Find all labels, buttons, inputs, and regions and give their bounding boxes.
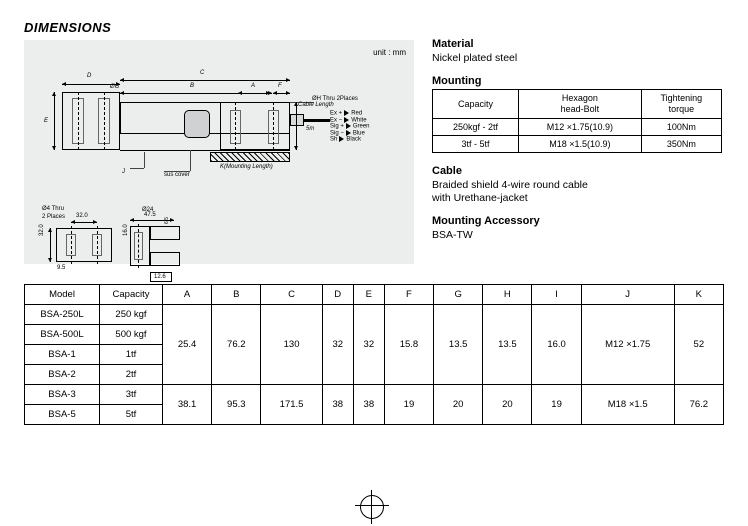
cable-line-2: with Urethane-jacket — [432, 192, 528, 204]
label-E: E — [44, 118, 49, 124]
label-cable-5m: 5m — [306, 126, 315, 132]
th-capacity: Capacity — [100, 285, 163, 305]
th-F: F — [384, 285, 433, 305]
label-sus-cover: sus cover — [164, 172, 190, 178]
th-B: B — [212, 285, 261, 305]
mt-header-bolt — [519, 90, 642, 119]
label-32-0-top: 32.0 — [76, 213, 88, 219]
th-model: Model — [25, 285, 100, 305]
mt-header-torque-l1: Tightening — [660, 93, 703, 103]
wire-color-0: Red — [351, 110, 363, 117]
wire-legend — [330, 110, 370, 143]
label-C: C — [200, 70, 205, 76]
g1-C: 130 — [261, 305, 322, 385]
leader-J-v — [144, 152, 145, 168]
specs-column — [432, 38, 724, 252]
g1-G: 13.5 — [434, 305, 483, 385]
label-32-0-left: 32.0 — [39, 224, 45, 236]
model-4: BSA-3 — [25, 385, 100, 405]
dim-F — [273, 93, 290, 94]
g1-D: 32 — [322, 305, 353, 385]
leader-sus-v — [190, 150, 191, 171]
wire-sig-1: Ex − — [330, 117, 343, 124]
centerline-a — [78, 92, 79, 150]
arrow-icon — [346, 123, 351, 129]
leader-J-h — [130, 168, 144, 169]
label-2places: 2 Places — [42, 214, 66, 220]
label-12-6: 12.6 — [154, 274, 166, 280]
centerline-c — [235, 102, 236, 150]
label-phi4: Ø4 Thru — [42, 206, 64, 212]
g2-E: 38 — [353, 385, 384, 425]
table-row — [433, 119, 722, 136]
mt-header-bolt-l1: Hexagon — [561, 93, 598, 103]
label-A: A — [251, 83, 256, 89]
th-D: D — [322, 285, 353, 305]
g2-D: 38 — [322, 385, 353, 425]
mounting-length-hatch — [210, 152, 290, 162]
g1-B: 76.2 — [212, 305, 261, 385]
strain-gauge-cover — [184, 110, 210, 138]
g2-J: M18 ×1.5 — [581, 385, 674, 425]
dim-E — [54, 92, 55, 150]
mt-header-capacity: Capacity — [433, 90, 519, 119]
material-heading: Material — [432, 38, 474, 50]
wire-sig-3: Sig − — [330, 130, 344, 137]
arrow-icon — [344, 110, 349, 116]
cable-gland — [290, 114, 304, 126]
mt-header-torque — [641, 90, 721, 119]
g2-C: 171.5 — [261, 385, 322, 425]
dim-A — [238, 93, 272, 94]
g2-I: 19 — [532, 385, 581, 425]
g2-G: 20 — [434, 385, 483, 425]
th-I: I — [532, 285, 581, 305]
g2-K: 76.2 — [674, 385, 723, 425]
g1-I: 16.0 — [532, 305, 581, 385]
table-row — [25, 385, 724, 405]
g1-A: 25.4 — [163, 305, 212, 385]
label-K: K(Mounting Length) — [220, 164, 273, 170]
wire-sig-4: Sh — [330, 136, 338, 143]
mt-capacity-0: 250kgf - 2tf — [433, 119, 519, 136]
accessory-cl-a — [71, 226, 72, 264]
g2-A: 38.1 — [163, 385, 212, 425]
label-H: ØH Thru 2Places — [312, 96, 358, 102]
label-cable-length: Cable Length — [298, 102, 334, 108]
dim-32-0-top — [71, 222, 97, 223]
label-phi24: Ø24 — [142, 207, 154, 213]
g1-J: M12 ×1.75 — [581, 305, 674, 385]
mounting-table — [432, 89, 722, 153]
accessory-text: BSA-TW — [432, 229, 473, 241]
section-block-bottom — [150, 252, 180, 266]
mt-bolt-1: M18 ×1.5(10.9) — [519, 136, 642, 153]
label-47-5: 47.5 — [144, 212, 156, 218]
centerline-d — [273, 102, 274, 150]
mt-header-bolt-l2: head-Bolt — [560, 104, 600, 114]
label-J: J — [122, 169, 125, 175]
base-line — [120, 150, 290, 151]
mounting-heading: Mounting — [432, 75, 482, 87]
g2-F: 19 — [384, 385, 433, 425]
th-G: G — [434, 285, 483, 305]
registration-mark-icon — [355, 490, 389, 524]
mt-torque-1: 350Nm — [641, 136, 721, 153]
g1-E: 32 — [353, 305, 384, 385]
cable-line — [304, 119, 330, 122]
model-3: BSA-2 — [25, 365, 100, 385]
mt-header-torque-l2: torque — [668, 104, 695, 114]
wire-color-4: Black — [346, 136, 362, 143]
th-E: E — [353, 285, 384, 305]
cable-line-1: Braided shield 4-wire round cable — [432, 179, 588, 191]
capacity-5: 5tf — [100, 405, 163, 425]
model-5: BSA-5 — [25, 405, 100, 425]
accessory-plate-outline — [56, 228, 112, 262]
capacity-4: 3tf — [100, 385, 163, 405]
label-D: D — [87, 73, 92, 79]
section-block-top — [150, 226, 180, 240]
dim-I — [296, 102, 297, 150]
th-K: K — [674, 285, 723, 305]
label-F: F — [278, 83, 282, 89]
left-flange-outline — [62, 92, 120, 150]
th-J: J — [581, 285, 674, 305]
g1-K: 52 — [674, 305, 723, 385]
g1-F: 15.8 — [384, 305, 433, 385]
dim-C — [120, 80, 290, 81]
g2-H: 20 — [483, 385, 532, 425]
model-dimension-table — [24, 284, 724, 425]
capacity-1: 500 kgf — [100, 325, 163, 345]
g2-B: 95.3 — [212, 385, 261, 425]
accessory-heading: Mounting Accessory — [432, 215, 540, 227]
th-H: H — [483, 285, 532, 305]
model-0: BSA-250L — [25, 305, 100, 325]
mt-capacity-1: 3tf - 5tf — [433, 136, 519, 153]
th-A: A — [163, 285, 212, 305]
accessory-cl-b — [97, 226, 98, 264]
table-row — [25, 305, 724, 325]
label-16-0: 16.0 — [123, 224, 129, 236]
wire-sig-2: Sig + — [330, 123, 344, 130]
cable-text — [432, 179, 724, 205]
wire-color-3: Blue — [352, 130, 365, 137]
wire-color-2: Green — [352, 123, 370, 130]
arrow-icon — [346, 130, 351, 136]
mt-torque-0: 100Nm — [641, 119, 721, 136]
cable-heading: Cable — [432, 165, 462, 177]
capacity-0: 250 kgf — [100, 305, 163, 325]
mt-bolt-0: M12 ×1.75(10.9) — [519, 119, 642, 136]
model-1: BSA-500L — [25, 325, 100, 345]
wire-sig-0: Ex + — [330, 110, 343, 117]
capacity-3: 2tf — [100, 365, 163, 385]
unit-label: unit : mm — [373, 48, 406, 57]
centerline-b — [104, 92, 105, 150]
arrow-icon — [339, 136, 344, 142]
section-cl — [138, 224, 139, 268]
label-B: B — [190, 83, 195, 89]
label-phiG: ØG — [110, 84, 120, 90]
label-6-5: 6.5 — [164, 217, 170, 224]
label-9-5: 9.5 — [57, 265, 66, 271]
th-C: C — [261, 285, 322, 305]
wire-color-1: White — [351, 117, 367, 124]
material-text: Nickel plated steel — [432, 52, 518, 64]
arrow-icon — [344, 117, 349, 123]
table-header-row — [25, 285, 724, 305]
model-2: BSA-1 — [25, 345, 100, 365]
table-row — [433, 136, 722, 153]
capacity-2: 1tf — [100, 345, 163, 365]
g1-H: 13.5 — [483, 305, 532, 385]
page-title: DIMENSIONS — [24, 20, 112, 35]
dim-32-0-left — [50, 228, 51, 262]
dimensions-drawing — [24, 40, 414, 280]
